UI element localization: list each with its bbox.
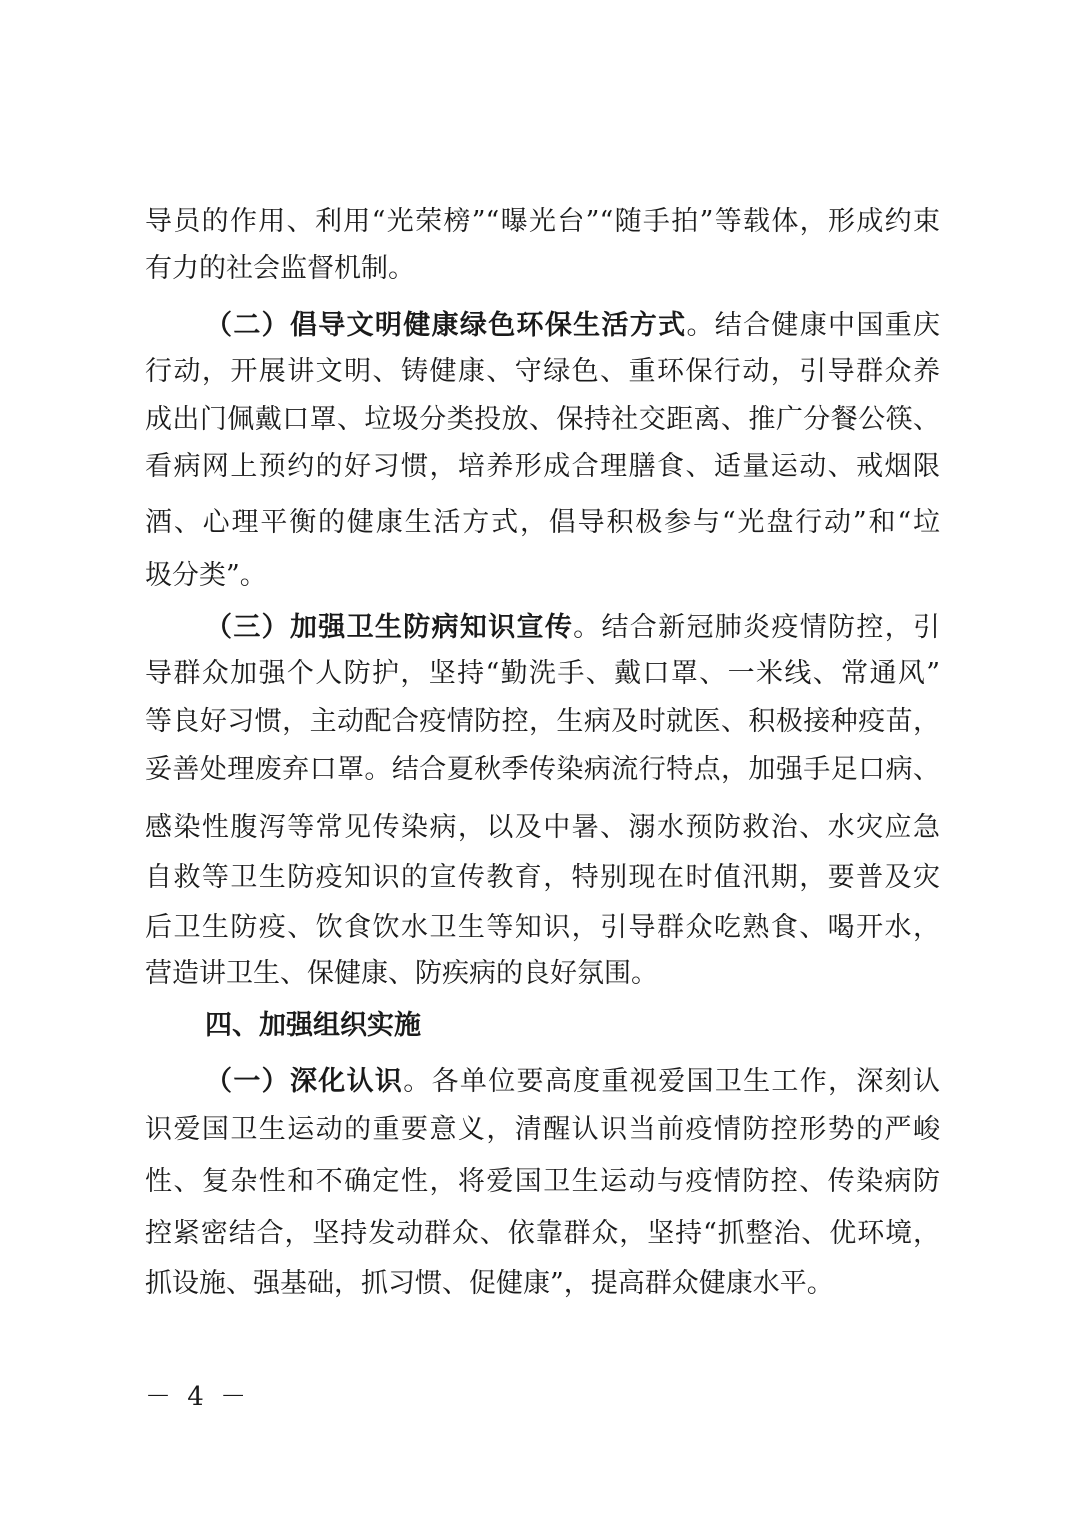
paragraph-line [145, 656, 940, 692]
paragraph-line [145, 1164, 940, 1200]
body-text: 成出门佩戴口罩、垃圾分类投放、保持社交距离、推广分餐公筷、 [145, 404, 940, 435]
paragraph-line [145, 810, 940, 846]
paragraph-line [145, 402, 940, 438]
body-text: 性、复杂性和不确定性，将爱国卫生运动与疫情防控、传染病防 [145, 1166, 940, 1197]
paragraph-line [145, 1216, 940, 1252]
paragraph-line [145, 704, 940, 740]
body-text: 酒、心理平衡的健康生活方式，倡导积极参与“光盘行动”和“垃 [145, 507, 940, 538]
body-text: 后卫生防疫、饮食饮水卫生等知识，引导群众吃熟食、喝开水， [145, 912, 940, 943]
paragraph-line [145, 1266, 940, 1302]
body-text: 导员的作用、利用“光荣榜”“曝光台”“随手拍”等载体，形成约束 [145, 206, 940, 237]
body-text: 。各单位要高度重视爱国卫生工作，深刻认 [403, 1066, 941, 1097]
page-number: － 4 － [145, 1382, 251, 1412]
paragraph-line [145, 860, 940, 896]
body-text: 自救等卫生防疫知识的宣传教育，特别现在时值汛期，要普及灾 [145, 862, 940, 893]
paragraph-line [145, 1112, 940, 1148]
paragraph-line [145, 251, 940, 287]
body-text: 看病网上预约的好习惯，培养形成合理膳食、适量运动、戒烟限 [145, 451, 940, 482]
paragraph-line [145, 558, 940, 594]
paragraph-line [205, 610, 940, 646]
paragraph-line [205, 1064, 940, 1100]
body-text: 营造讲卫生、保健康、防疾病的良好氛围。 [145, 958, 658, 989]
body-text: 。结合新冠肺炎疫情防控，引 [573, 612, 941, 643]
subheading: （三）加强卫生防病知识宣传 [205, 612, 574, 643]
paragraph-line [145, 204, 940, 240]
paragraph-line [145, 449, 940, 485]
body-text: 抓设施、强基础，抓习惯、促健康”，提高群众健康水平。 [145, 1268, 834, 1299]
paragraph-line [205, 308, 940, 344]
body-text: 导群众加强个人防护，坚持“勤洗手、戴口罩、一米线、常通风” [145, 658, 940, 689]
paragraph-line [145, 354, 940, 390]
subheading: （二）倡导文明健康绿色环保生活方式 [205, 310, 687, 341]
body-text: 控紧密结合，坚持发动群众、依靠群众，坚持“抓整治、优环境， [145, 1218, 940, 1249]
body-text: 感染性腹泻等常见传染病，以及中暑、溺水预防救治、水灾应急 [145, 812, 940, 843]
paragraph-line [145, 505, 940, 541]
body-text: 。结合健康中国重庆 [686, 310, 941, 341]
section-heading [205, 1008, 940, 1044]
body-text: 等良好习惯，主动配合疫情防控，生病及时就医、积极接种疫苗， [145, 706, 940, 737]
paragraph-line [145, 956, 940, 992]
body-text: 妥善处理废弃口罩。结合夏秋季传染病流行特点，加强手足口病、 [145, 754, 940, 785]
body-text: 识爱国卫生运动的重要意义，清醒认识当前疫情防控形势的严峻 [145, 1114, 940, 1145]
body-text: 行动，开展讲文明、铸健康、守绿色、重环保行动，引导群众养 [145, 356, 940, 387]
body-text: 有力的社会监督机制。 [145, 253, 415, 284]
body-text: 圾分类”。 [145, 560, 267, 591]
paragraph-line [145, 752, 940, 788]
subheading: 四、加强组织实施 [205, 1010, 421, 1041]
paragraph-line [145, 910, 940, 946]
subheading: （一）深化认识 [205, 1066, 404, 1097]
